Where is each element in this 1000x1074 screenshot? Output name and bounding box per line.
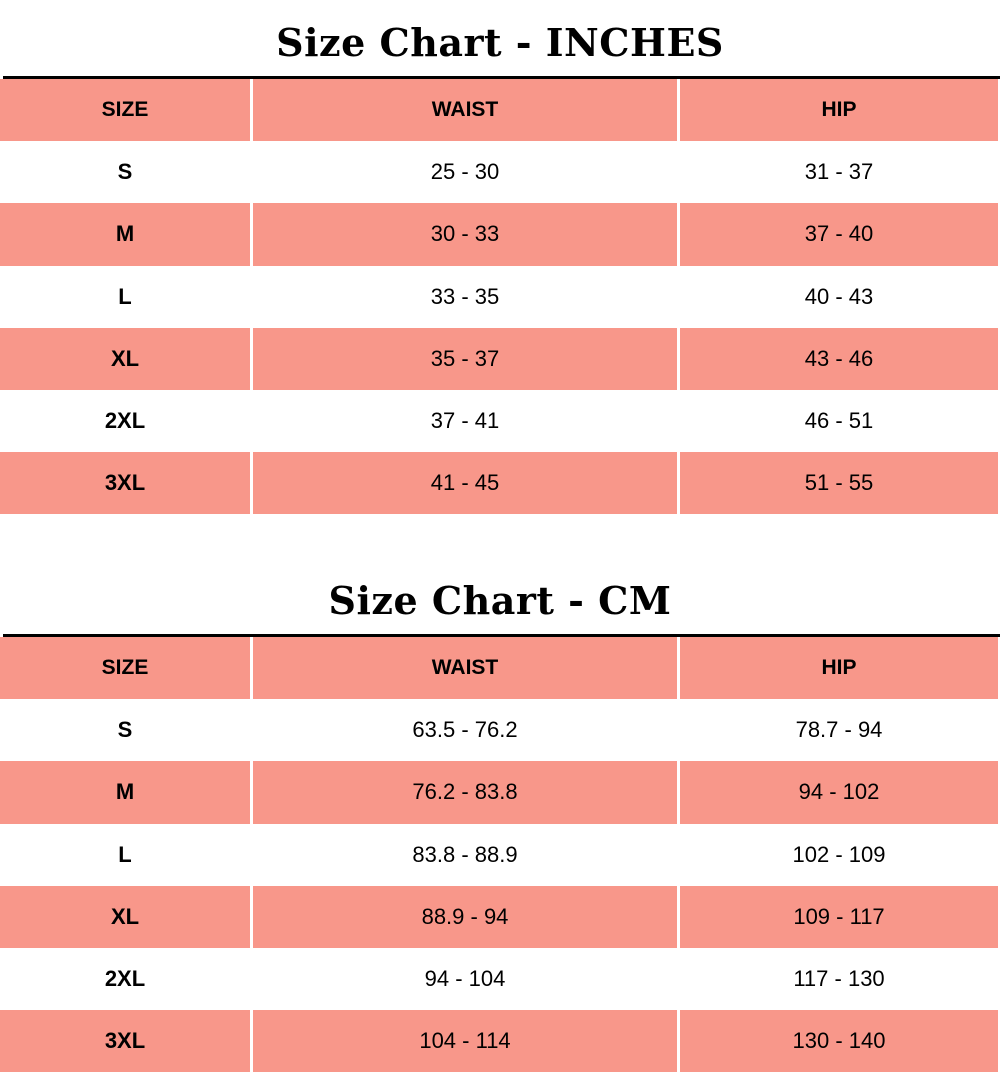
hip-cell: 130 - 140 bbox=[680, 1010, 998, 1072]
size-table bbox=[0, 79, 1000, 514]
size-cell: XL bbox=[0, 886, 250, 948]
hip-cell: 102 - 109 bbox=[792, 841, 886, 867]
column-header-size: SIZE bbox=[0, 637, 250, 699]
column-header-waist: WAIST bbox=[253, 637, 677, 699]
hip-cell: 94 - 102 bbox=[680, 761, 998, 823]
table-row bbox=[0, 452, 1000, 514]
size-cell: L bbox=[118, 283, 132, 309]
size-chart-inches bbox=[0, 0, 1000, 514]
size-chart-cm bbox=[0, 558, 1000, 1072]
waist-cell: 88.9 - 94 bbox=[253, 886, 677, 948]
table-row bbox=[0, 824, 1000, 886]
waist-cell: 41 - 45 bbox=[253, 452, 677, 514]
size-cell: S bbox=[117, 159, 133, 185]
size-cell: 2XL bbox=[104, 408, 146, 434]
table-row bbox=[0, 390, 1000, 452]
size-cell: 3XL bbox=[0, 1010, 250, 1072]
waist-cell: 35 - 37 bbox=[253, 328, 677, 390]
table-row bbox=[0, 761, 1000, 823]
hip-cell: 31 - 37 bbox=[804, 159, 874, 185]
table-row bbox=[0, 1010, 1000, 1072]
chart-title: Size Chart - CM bbox=[328, 578, 672, 623]
hip-cell: 51 - 55 bbox=[680, 452, 998, 514]
table-row bbox=[0, 948, 1000, 1010]
hip-cell: 43 - 46 bbox=[680, 328, 998, 390]
size-cell: XL bbox=[0, 328, 250, 390]
waist-cell: 104 - 114 bbox=[253, 1010, 677, 1072]
table-row bbox=[0, 266, 1000, 328]
chart-title: Size Chart - INCHES bbox=[276, 20, 724, 65]
hip-cell: 37 - 40 bbox=[680, 203, 998, 265]
waist-cell: 37 - 41 bbox=[430, 408, 500, 434]
table-row bbox=[0, 203, 1000, 265]
hip-cell: 46 - 51 bbox=[804, 408, 874, 434]
hip-cell: 117 - 130 bbox=[793, 966, 885, 992]
waist-cell: 76.2 - 83.8 bbox=[253, 761, 677, 823]
size-cell: 2XL bbox=[104, 966, 146, 992]
waist-cell: 30 - 33 bbox=[253, 203, 677, 265]
column-header-hip: HIP bbox=[680, 79, 998, 141]
waist-cell: 83.8 - 88.9 bbox=[412, 841, 518, 867]
table-row bbox=[0, 699, 1000, 761]
column-header-size: SIZE bbox=[0, 79, 250, 141]
table-header-row bbox=[0, 79, 1000, 141]
waist-cell: 94 - 104 bbox=[424, 966, 506, 992]
waist-cell: 33 - 35 bbox=[430, 283, 500, 309]
table-header-row bbox=[0, 637, 1000, 699]
size-cell: M bbox=[0, 761, 250, 823]
column-header-waist: WAIST bbox=[253, 79, 677, 141]
hip-cell: 78.7 - 94 bbox=[795, 717, 883, 743]
hip-cell: 109 - 117 bbox=[680, 886, 998, 948]
hip-cell: 40 - 43 bbox=[804, 283, 874, 309]
table-row bbox=[0, 886, 1000, 948]
waist-cell: 25 - 30 bbox=[430, 159, 500, 185]
size-cell: L bbox=[118, 841, 132, 867]
size-cell: S bbox=[117, 717, 133, 743]
size-table bbox=[0, 637, 1000, 1072]
size-cell: 3XL bbox=[0, 452, 250, 514]
waist-cell: 63.5 - 76.2 bbox=[412, 717, 518, 743]
column-header-hip: HIP bbox=[680, 637, 998, 699]
table-row bbox=[0, 141, 1000, 203]
table-row bbox=[0, 328, 1000, 390]
size-cell: M bbox=[0, 203, 250, 265]
